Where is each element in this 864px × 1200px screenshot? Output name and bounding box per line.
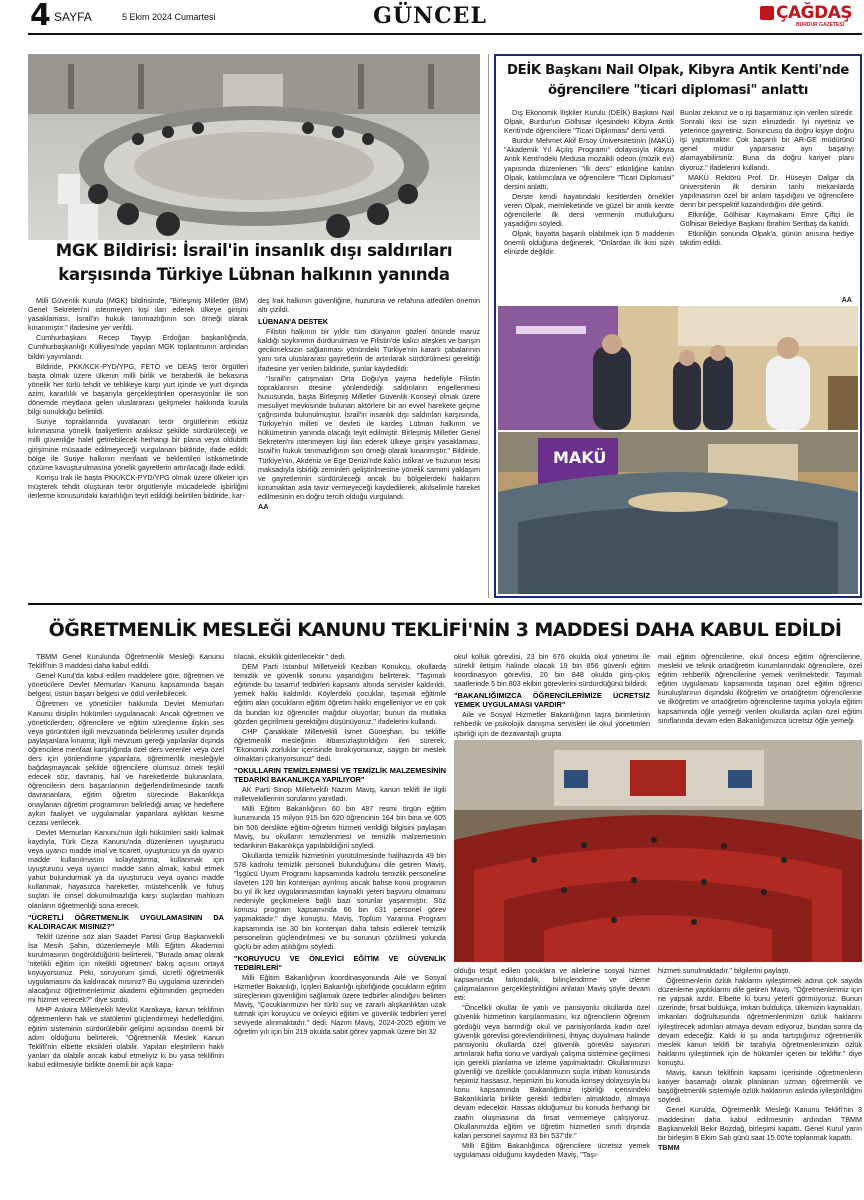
page-header [0,0,864,36]
deik-paragraph: Bunlar zekanız ve o işi başarmanız için verilen süredir. Sonraki ikisi ise sizin elinizdedir. İyi niyetiniz ve yeterince gayretiniz. Sonuncusu da doğru kişiye doğru işi yaptırmaktır. Çok başarılı bir AR-GE müdürünü genel müdür yaparsanız ayrı başarıyı alamayabilirsiniz. Buna da doğru kariyer planı diyoruz." ifadelerini kullandı. [680,108,854,172]
deik-paragraph: Etkinliğin sonunda Olpak'a, günün anısına hediye takdim edildi. [680,229,854,248]
ogretmen-paragraph: Genel Kurulda, Öğretmenlik Mesleği Kanunu Teklifi'nin 3 maddesinin daha kabul edilmesinin ardından TBMM Başkanvekili Bekir Bozdağ, birleşimi kapattı. Genel Kurul yarın bir birleşim 8 Ekim Salı günü saat 15.00'te toplanmak kapattı. [658,1105,862,1142]
ogretmen-paragraph: olduğu tespit edilen çocuklara ve ailelerine sosyal hizmet kapsamında farkındalık, bilinçlendirme ve izleme çalışmalarının gerçekleştirildiğini anlatan Maviş şöyle devam etti: [454,966,650,1003]
deik-paragraph: MAKÜ Rektörü Prof. Dr. Hüseyin Dalgar da üniversitenin ilk dersinin tarihi mekanlarda yapılmasının özel bir anlam taşıdığını ve öğrencilere derin bir perspektif kazandırdığını dile getirdi. [680,172,854,209]
ogretmen-paragraph: CHP Çanakkale Milletvekili İsmet Güneşhan, bu teklifle öğretmenlik mesleğinin itibarsızlaştırıldığını ileri sürerek, "Ekonomik zorluklar içerisinde bırakıyorsunuz, saygın bir meslek olmaktan çıkarıyorsunuz" dedi. [234,726,446,764]
section-label: SAYFA [54,10,92,24]
ogretmen-subheading: "KORUYUCU VE ÖNLEYİCİ EĞİTİM VE GÜVENLİK TEDBİRLERİ" [234,953,446,972]
deik-headline-line1: DEİK Başkanı Nail Olpak, Kibyra Antik Kenti'nde [506,63,850,78]
tbmm-general-assembly-photo [454,740,862,962]
ogretmen-paragraph: Teklif üzerine söz alan Saadet Partisi Grup Başkanvekili İsa Mesih Şahin, düzenlemeyle Milli Eğitim Akademisi kurulmasının öngörüldüğünü belirterek, "Burada amaç olarak 'nitelikli eğitim için nitelikli öğretmen' bakış açısını ortaya koyuyorsunuz. Peki, soruyorum şimdi, ücretli öğretmenlik uygulamasını da kaldıracak mısınız? Bu uygulama üzerinden alacağınız öğretmenlerimiz akademi eğitiminden geçmeden mi hizmet verecek?" diye sordu. [28,931,224,1005]
ogretmen-paragraph: Genel Kurul'da kabul edilen maddelere göre, öğretmen ve yöneticilere Devlet Memurları Kanunu kapsamında başarı belgesi, üstün başarı belgesi ve ödül verilebilecek. [28,671,224,699]
ogretmen-column-2 [234,652,446,1200]
ogretmen-column-3-top [454,652,650,738]
ogretmen-paragraph: Devlet Memurları Kanunu'nun ilgili hükümleri saklı kalmak kaydıyla, Türk Ceza Kanunu'nda düzenlenen uyuşturucu veya uyarıcı madde imal ve ticareti, uyuşturucu ya da uyarıcı madde kullanılmasını kolaylaştırma, kullanmak için uyuşturucu veya uyarıcı madde satın almak, kabul etmek yahut bulundurmak ya da uyuşturucu veya uyarıcı madde kullanmak, hayasızca hareketler, müstehcenlik ve fuhuş suçları ile cinsel dokunulmazlığa karşı suçlardan mahkum olanların öğretmenliği sona erecek. [28,827,224,910]
logo-tagline: BURDUR GAZETESİ [796,22,845,28]
page-number: 4 [30,0,51,33]
deik-column-1 [504,108,674,302]
header-rule [28,33,862,35]
ogretmen-subheading: "OKULLARIN TEMİZLENMESİ VE TEMİZLİK MALZEMESİNİN TEDARİKİ BAKANLIKÇA YAPILIYOR" [234,766,446,785]
deik-crowd-photo [498,432,858,594]
ogretmen-column-1 [28,652,224,1200]
deik-paragraph: Derste kendi hayatındaki kesitlerden örnekler veren Olpak, memleketinde ve güzel bir antik kentte öğrencilerle ilk dersi vermenin mutluluğunu yaşadığını söyledi. [504,191,674,229]
mgk-signature: AA [258,501,269,511]
deik-speakers-photo [498,306,858,430]
ogretmen-column-4-bottom [658,966,862,1200]
ogretmen-paragraph: Milli Eğitim Bakanlığının koordinasyonunda Aile ve Sosyal Hizmetler Bakanlığı, İçişleri Bakanlığı işbirliğinde çocukların eğitim süreçlerinin güvenliğini sağlamak üzere tedbirler alındığını belirten Maviş, "Çocuklarımızın her türlü suç ve zararlı alışkanlıktan uzak tutmak için koruyucu ve önleyici eğitim ve güvenlik tedbirleri yerel seviyede alınmaktadır." dedi. Nazım Maviş, 2024-2025 eğitim ve öğretim yılı için bin 219 okulda sabit görev yapmak üzere bin 32 [234,972,446,1037]
mgk-paragraph: deş Irak halkının güvenliğine, huzuruna ve refahına atfedilen önemin altı çizildi. [258,296,480,315]
ogretmen-paragraph: Öğretmen ve yöneticiler hakkında Devlet Memurları Kanunu disiplin hükümleri uygulanacak. Ancak öğretmen ve yöneticilerden; öğrencilere ve eğitim süreçlerine ilişkin ses veya görüntüleri ilgili mevzuatında belirlenmiş usuller dışında paylaşanlara kınama; ilgili mevzuatı gereği yapılanlar dışında öğrencilere menfaat karşılığında özel ders verenler veya özel ders için yönlendirme yapanlara, öğretmenlik mesleğiyle bağdaşmayacak şekilde öğrencilere olumsuz örnek teşkil edecek söz, davranış, hal ve hareketlerde bulunanlara, öğrencilerin ders başarılarının değerlendirilmesinde taraflı davrananlara, eğitim öğretim sürecinde Bakanlıkça onaylanan öğretim programının belirlediği amaç ve hedeflere aykırı faaliyet ve uygulamalar yapanlara aylıktan kesme cezası verilecek. [28,699,224,827]
ogretmen-column-4-top [658,652,862,738]
ogretmen-subheading: "ÜCRETLİ ÖĞRETMENLİK UYGULAMASININ DA KALDIRACAK MISINIZ?" [28,912,224,931]
ogretmen-paragraph: Maviş, kanun teklifinin kapsamı içerisinde öğretmenlerin kariyer basamağı olarak planlanan uzman öğretmenlik ve başöğretmenlik sistemiyle özlük haklarının aslında iyileştirildiğini söyledi. [658,1068,862,1105]
mgk-paragraph: Bildiride, PKK/KCK-PYD/YPG, FETÖ ve DEAŞ terör örgütleri başta olmak üzere ülkenin milli birlik ve beraberlik ile bekasına yönelik her türlü tehdit ve tehlikeye karşı yurt içinde ve yurt dışında azim, kararlılık ve başarıyla gerçekleştirilen operasyonlar ile son dönemde meydana gelen uluslararası gelişmeler hakkında kurula bilgi sunulduğu belirtildi. [28,361,248,417]
logo-text: ÇAĞDAŞ [776,3,853,23]
section-rule [28,603,862,605]
deik-paragraph: Etkinliğe, Gölhisar Kaymakamı Emre Çiftçi ile Gölhisar Belediye Başkanı İbrahim Sertbaş da katıldı. [680,210,854,229]
column-separator [488,54,489,598]
ogretmen-paragraph: TBMM Genel Kurulunda Öğretmenlik Mesleği Kanunu Teklifi'nin 3 maddesi daha kabul edildi. [28,652,224,671]
ogretmen-paragraph: "Öncelikli okullar ile yatılı ve pansiyonlu okullarda özel güvenlik hizmetinin karşılanmasını, kız öğrencilerin öğrenim gördüğü veya barındığı okul ve pansiyonlarda kadın özel güvenlik görevlisi görevlendirilmesi, ihtiyaç duyulması halinde pansiyonlu okullarda özel güvenlik görevlisi sayısının artırılarak hafta sonu ve vardiyalı çalışma sistemine geçilmesi için gerekli planlama ve izleme yapılmaktadır. Okullarımızın güvenliği ve özellikle çocuklarımızın suçla irtibatı konusunda hepimiz hassasız, hepimizin bu konuda konsey dolayısıyla bu konu kapsamında Bakanlığımız işbirliği içerisindeki Bakanlıklarla birlikte gerekli tedbirleri almaktadır, almaya devam edecektir. Hassas olduğumuz bu konuda herhangi bir zaafın oluşmasına da fırsat vermemeye çalışıyoruz. Okullarımızda eğitim ve öğretim hizmetleri sınıfı dışında kalan personel sayımız 83 bin 537'dir." [454,1003,650,1140]
section-title: GÜNCEL [373,3,487,29]
mgk-paragraph: Cumhurbaşkanı Recep Tayyip Erdoğan başkanlığında, Cumhurbaşkanlığı Külliyesi'nde yapılan MGK toplantısının ardından bildiri yayımlandı. [28,333,248,361]
mgk-column-1 [28,296,248,596]
newspaper-logo [760,4,860,32]
ogretmen-paragraph: Aile ve Sosyal Hizmetler Bakanlığının taşra birimlerinin rehberlik ve psikolojik danışma servisleri ile okul yönetimleri işbirliği için de dezavantajlı grupta [454,710,650,738]
ogretmen-column-3-bottom [454,966,650,1200]
ogretmen-paragraph: Milli Eğitim Bakanlığınca öğrencilere ücretsiz yemek uygulaması olduğunu kaydeden Maviş, "Taşı- [454,1140,650,1159]
mgk-subheading: LÜBNAN'A DESTEK [258,317,329,327]
mgk-paragraph: Suriye topraklarında yuvalanan terör örgütlerinin etkisiz kılınmasına yönelik faaliyetlerin aralıksız şekilde sürdürüleceği ve milli güvenliğe halel getirebilecek herhangi bir plana veya oldubitti girişimine müsaade edilmeyeceği vurgulanan bildiride, ifade edildi; bölge ile Suriye halkının menfaati ve beklentileri istikametinde çözüme kavuşturulmasına yönelik gayretlerin artırılacağı ifade edildi. [28,417,248,472]
ogretmen-paragraph: MHP Ankara Milletvekili Mevlüt Karakaya, kanun teklifinin öğretmenlerin hak ve statülerini güçlendirmeyi hedeflediğini, eğitim sisteminin sürdürülebilir gelişimi açısından önemli bir adım olduğunu belirterek, "Öğretmenlik Meslek Kanun Teklifi'nin elbette eksikleri olabilir. Yapılan eleştirilerin haklı yanları da olabilir ancak kabul etmeliyiz ki bu yasa teklifinin kabul edilmesiyle birlikte önemli bir açık kapa- [28,1005,224,1069]
maku-banner-text: MAKÜ [553,448,607,467]
mgk-headline-line2: karşısında Türkiye Lübnan halkının yanında [58,265,450,284]
deik-headline-line2: öğrencilere "ticari diplomasi" anlattı [547,83,809,98]
issue-date: 5 Ekim 2024 Cumartesi [122,12,216,22]
ogretmen-paragraph: okul kolluk görevlisi, 23 bin 676 okulda okul yönetimi ile sürekli iletişim halinde olacak 19 bin 856 güvenli eğitim koordinasyon görevlisi, 20 bin 848 okulda giriş-çıkış saatlerinde 5 bin 803 ekibin görevlerini sürdürdüğünü bildirdi. [454,652,650,689]
mgk-paragraph: Filistin halkının bir yıldır tüm dünyanın gözleri önünde maruz kaldığı soykırımın durdurulması ve Filistin'de kalıcı ateşkes ve barışın gecikmeksizin sağlanması yönündeki Türkiye'nin kararlı çabalarının yanı sıra uluslararası gayretlerin de artırılarak sürdürülmesi gerektiği ifadesine yer verilen bildiride, şunlar kaydedildi: [258,327,480,373]
deik-column-2 [680,108,854,304]
ogretmen-paragraph: tılacak, eksiklik giderilecektir." dedi. [234,652,347,661]
ogretmen-paragraph: mali eğitim öğrencilerine, okul öncesi eğitim öğrencilerine, mesleki ve teknik ortaöğretim kurumlarındaki öğrencilere, özel eğitim rehberlik öğrencilerine yemek verilmektedir. Taşımalı eğitim uygulaması kapsamında taşınan özel eğitim öğrenci kuruluşlarının dışındaki ilköğretim ve ortaöğretim öğrencilerine ve ilköğretim ve ortaöğretim öğrencilerine taşıma yoluyla eğitim kapsamında öğle yemeği verilen okullarda açılan özel eğitim sınıflarında devam eden Bakanlığımızca ücretsiz öğle yemeği [658,652,862,725]
deik-paragraph: Olpak, hayatta başarılı olabilmek için 5 maddenin önemli olduğuna değinerek, "Onlardan ilk ikisi sizin elinizde değildir. [504,229,674,257]
mgk-paragraph: Milli Güvenlik Kurulu (MGK) bildirisinde, "Birleşmiş Milletler (BM) Genel Sekreteri'ni istenmeyen kişi ilan ederek ülkeye girişini yasaklaması, İsrail'in hukuk tanımazlığının son örneği olarak kınanmıştır." ifadesine yer verildi. [28,296,248,333]
ogretmen-paragraph: DEM Parti İstanbul Milletvekili Keziban Konukcu, okullarda temizlik ve güvenlik sorunu yaşandığını belirterek, "Taşımalı eğitimde bu tasarruf tedbirleri kapsamı altında servisler kaldırıldı, yemek hakkı kaldırıldı. Köylerdeki çocuklar, taşımalı eğitimle eğitim alan çocukların eğitim öğretim hakkı engelleniyor ve en çok da bundan kız öğrenciler mağdur oluyorlar; bunun da mutlaka gözden geçirilmesi gerektiğini düşünüyoruz." ifadelerini kullandı. [234,662,446,726]
logo-mark-icon [760,6,774,20]
mgk-column-2 [258,296,480,596]
ogretmen-paragraph: Öğretmenlerin özlük haklarını iyileştirmek adına çok sayıda düzenleme yaptıklarını dile getiren Maviş, "Öğretmenlerimiz için ne yapsak azdır. Elbette ki bunu yeterli görmüyoruz. Bunun üzerinde, fırsat buldukça, imkan buldukça, ülkemizin kaynakları, imkanları doğrultusunda öğretmenlerimizin özlük haklarını iyileştirecek adımları atmaya devam ediyoruz, bundan sonra da devam edeceğiz. Kaldı ki şu anda tartıştığımız öğretmenlik meslek kanun teklifi bir tarafıyla öğretmenlerimizin özlük haklarını iyileştirmek için de hükümler içeren bir tekliftir." diye konuştu. [658,976,862,1067]
mgk-paragraph: Komşu Irak ile başta PKK/KCK-PYD/YPG olmak üzere ülkeler için müşterek tehdit oluşturan terör örgütleriyle mücadelede işbirliğini ilerletme konusundaki kararlılığın teyit edildiği belirtilen bildiride, kar- [28,472,248,500]
deik-paragraph: Burdur Mehmet Akif Ersoy Üniversitesinin (MAKÜ) "Akademik Yıl Açılış Programı" dolayısıyla Kibyra Antik Kenti'ndeki Medusa mozaikli odeon (müzik evi) yapısında düzenlenen "ilk ders" etkinliğine katılan Olpak, katılımcılara ve öğrencilere "Ticari Diplomasi" dersini anlattı. [504,136,674,191]
ogretmen-paragraph: hizmeti sunulmaktadır." bilgilerini paylaştı. [658,966,791,975]
ogretmen-paragraph: AK Parti Sinop Milletvekili Nazım Maviş, kanun teklifi ile ilgili milletvekillerinin sorularını yanıtladı. [234,785,446,804]
ogretmen-signature: TBMM [658,1142,680,1152]
mgk-paragraph: "İsrail'in çatışmaları Orta Doğu'ya yayma hedefiyle Filistin topraklarının ötesine yönlendirdiği saldırıların engellenmesi hususunda, başta Birleşmiş Milletler Güvenlik Konseyi olmak üzere mesuliyet mevkisinde bulunan aktörlere bir an evvel harekete geçme çağrısında bulunulmuştur. İsrail'in insanlık dışı saldırıları karşısında, Türkiye'nin milleti ve devleti ile kardeş Lübnan halkının ve hükümetinin yanında olacağı teyit edilmiştir. Birleşmiş Milletler Genel Sekreteri'ni istenmeyen kişi ilan ederek ülkeye girişini yasaklaması, İsrail'in hukuk tanımazlığının son örneği olarak kınanmıştır." Bildiride, Türkiye'nin, Akdeniz ve Ege Denizi'nde kalıcı istikrar ve huzurun tesisi maksadıyla işbirliği zeminleri geliştirilmesine yönelik samimi yaklaşım ve gayretlerinin sürdürüleceği ancak bu bölgelerdeki haklarını korumaktan asla taviz vermeyeceği kaydedilerek, akılselimle hareket edilmesinin en doğru tercih olduğu vurgulandı. [258,373,480,501]
ogretmen-paragraph: Milli Eğitim Bakanlığının 60 bin 487 resmi örgün eğitim kurumunda 15 milyon 915 bin 620 öğrencinin 164 bin bina ve 605 bin 506 derslikte eğitim-öğretim hizmeti verildiği bilgisini paylaşan Maviş, bu okulların temizlenmesi ve temizlik malzemesinin tedarikinin Bakanlıkça yapılabildiğini söyledi. [234,804,446,850]
mgk-headline-line1: MGK Bildirisi: İsrail'in insanlık dışı saldırıları [55,241,453,260]
ogretmen-headline: ÖĞRETMENLİK MESLEĞİ KANUNU TEKLİFİ'NİN 3 MADDESİ DAHA KABUL EDİLDİ [48,619,842,641]
deik-signature: AA [841,294,852,304]
ogretmen-paragraph: Okullarda temizlik hizmetinin yürütülmesinde halihazırda 49 bin 578 kadrolu temizlik personeli bulunduğunu dile getiren Maviş, "İşgücü Uyum Programı kapsamında kadrolu temizlik personeline ilaveten 120 bin kontenjan ayrılmış ancak bahse konu programın bu yıl ilk kez uygulanmasından kaynaklı yeteri başvuru olmaması nedeniyle geçikmelere bağlı bazı sorunlar yaşanmıştır. Söz konusu program kapsamında 66 bin 631 personel görev yapmaktadır." diye konuştu. Maviş, Toplum Yararına Program kapsamında ise 30 bin kontenjan daha tahsis edilerek temizlik personelinin güçlendirilmesi ve bu sorunun çözülmesi yolunda güçlü bir adım atıldığını söyledi. [234,850,446,951]
mgk-meeting-photo [28,54,480,240]
ogretmen-subheading: "BAKANLIĞIMIZCA ÖĞRENCİLERİMİZE ÜCRETSİZ YEMEK UYGULAMASI VARDIR" [454,691,650,710]
deik-paragraph: Dış Ekonomik İlişkiler Kurulu (DEİK) Başkanı Nail Olpak, Burdur'un Gölhisar ilçesindeki Kibyra Antik Kenti'nde öğrencilere "Ticari Diplomasi" dersi verdi. [504,108,674,136]
